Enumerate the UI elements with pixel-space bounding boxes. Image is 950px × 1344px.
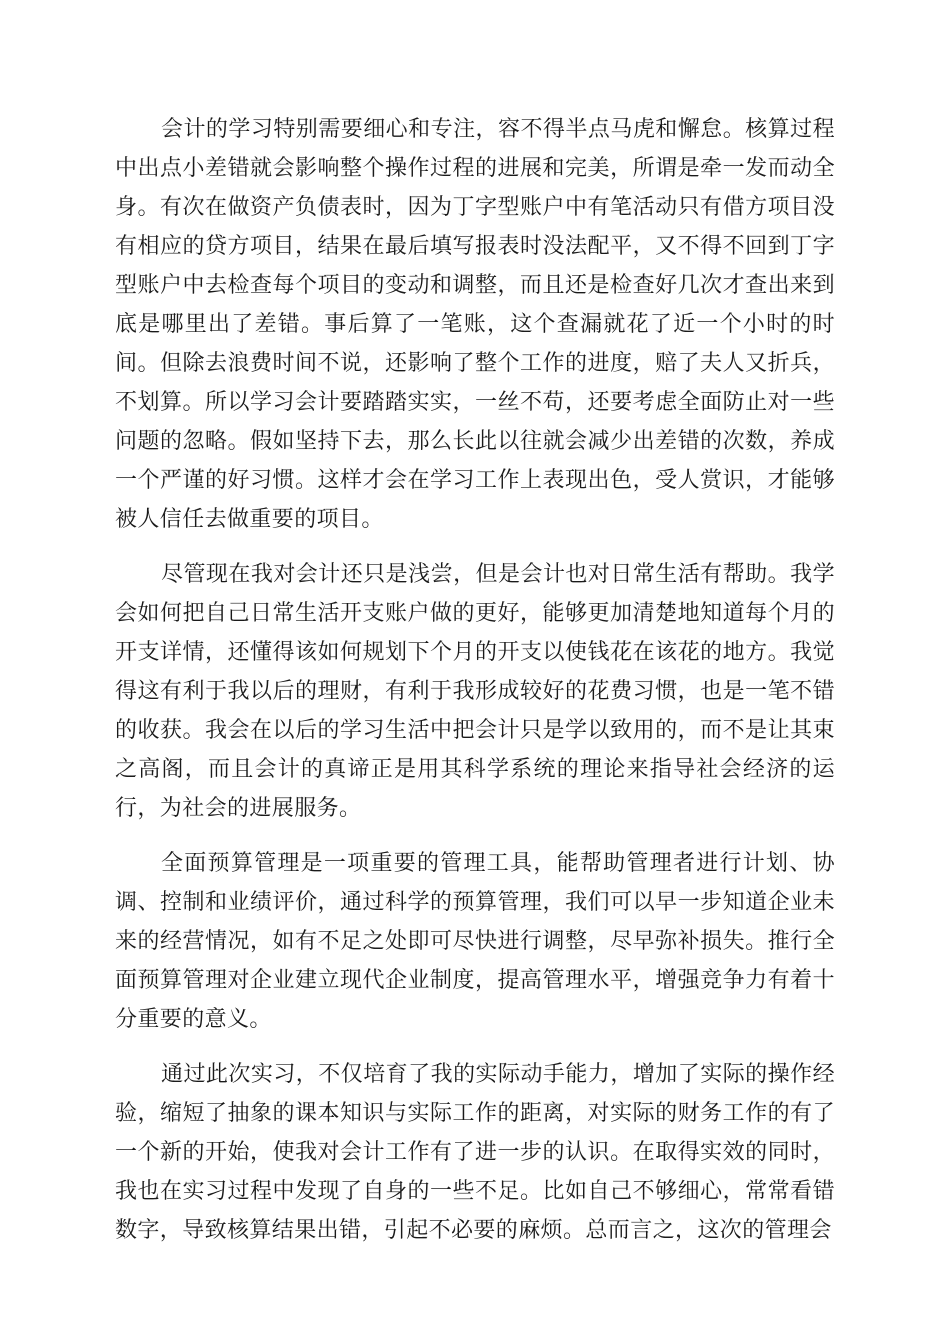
paragraph-budget-management: 全面预算管理是一项重要的管理工具，能帮助管理者进行计划、协调、控制和业绩评价，通过科学的预算管理，我们可以早一步知道企业未来的经营情况，如有不足之处即可尽快进行调整，尽早弥补损失。推行全面预算管理对企业建立现代企业制度，提高管理水平，增强竞争力有着十分重要的意义。 [115, 851, 835, 1032]
document-body [115, 110, 835, 1266]
paragraph-accounting-attention: 会计的学习特别需要细心和专注，容不得半点马虎和懈怠。核算过程中出点小差错就会影响整个操作过程的进展和完美，所谓是牵一发而动全身。有次在做资产负债表时，因为丁字型账户中有笔活动只有借方项目没有相应的贷方项目，结果在最后填写报表时没法配平，又不得不回到丁字型账户中去检查每个项目的变动和调整，而且还是检查好几次才查出来到底是哪里出了差错。事后算了一笔账，这个查漏就花了近一个小时的时间。但除去浪费时间不说，还影响了整个工作的进度，赔了夫人又折兵，不划算。所以学习会计要踏踏实实，一丝不苟，还要考虑全面防止对一些问题的忽略。假如坚持下去，那么长此以往就会减少出差错的次数，养成一个严谨的好习惯。这样才会在学习工作上表现出色，受人赏识，才能够被人信任去做重要的项目。 [115, 117, 835, 532]
paragraph-internship-summary: 通过此次实习，不仅培育了我的实际动手能力，增加了实际的操作经验，缩短了抽象的课本知识与实际工作的距离，对实际的财务工作的有了一个新的开始，使我对会计工作有了进一步的认识。在取得实效的同时，我也在实习过程中发现了自身的一些不足。比如自己不够细心，常常看错数字，导致核算结果出错，引起不必要的麻烦。总而言之，这次的管理会 [115, 1062, 835, 1243]
paragraph-daily-life-benefit: 尽管现在我对会计还只是浅尝，但是会计也对日常生活有帮助。我学会如何把自己日常生活开支账户做的更好，能够更加清楚地知道每个月的开支详情，还懂得该如何规划下个月的开支以使钱花在该花的地方。我觉得这有利于我以后的理财，有利于我形成较好的花费习惯，也是一笔不错的收获。我会在以后的学习生活中把会计只是学以致用的，而不是让其束之高阁，而且会计的真谛正是用其科学系统的理论来指导社会经济的运行，为社会的进展服务。 [115, 562, 835, 821]
